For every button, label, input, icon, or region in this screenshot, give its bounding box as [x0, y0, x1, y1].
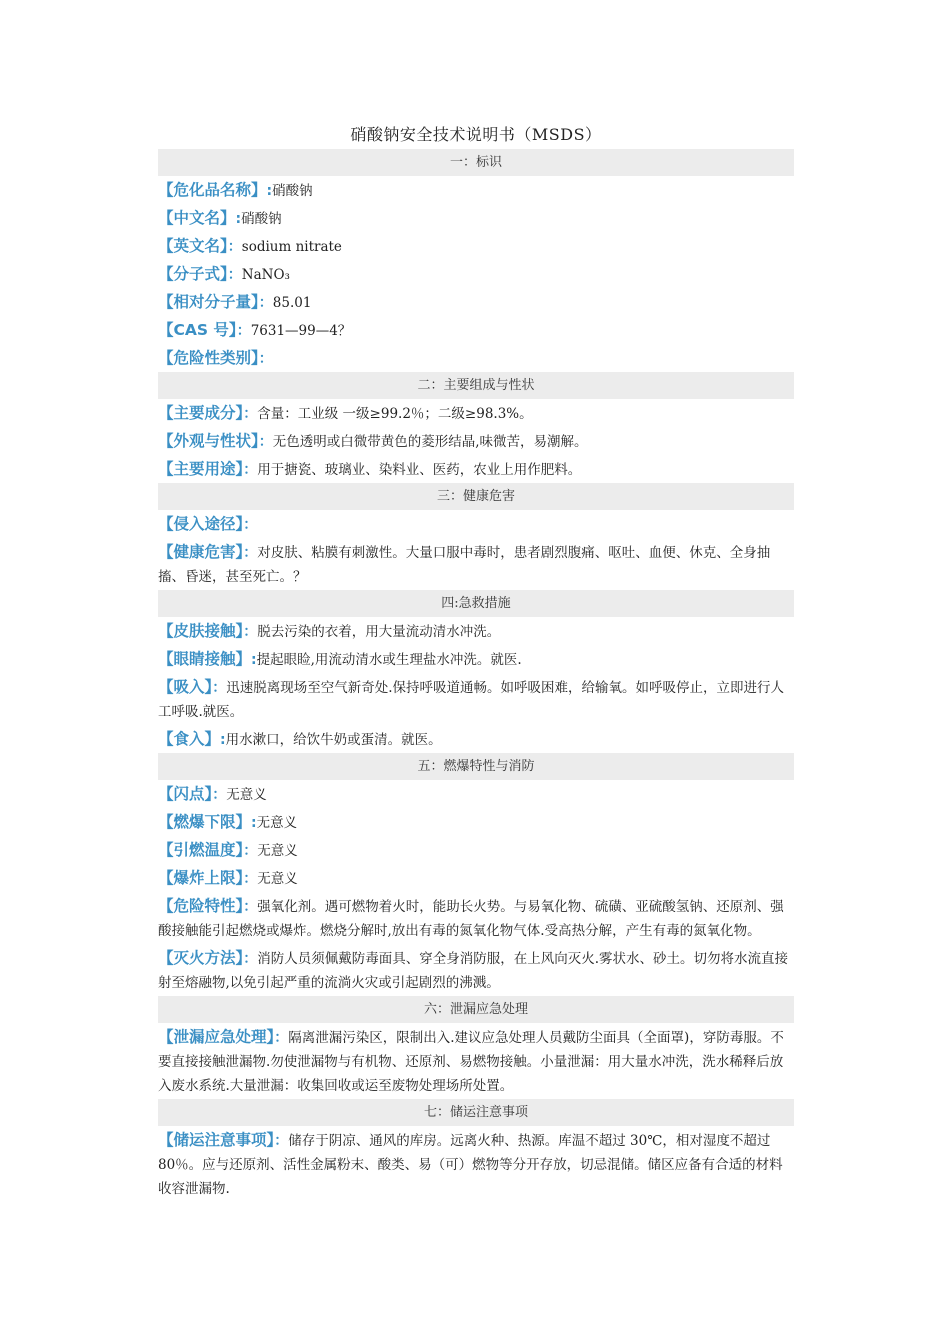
field-value: 储存于阴凉、通风的库房。远离火种、热源。库温不超过 30℃，相对湿度不超过 80％。应与还原剂、活性金属粉末、酸类、易（可）燃物等分开存放，切忌混储。储区应备有合适的材料收容泄漏物. — [158, 1133, 783, 1197]
field-separator: ： — [274, 1030, 289, 1046]
field-value: 无意义 — [256, 815, 298, 831]
field-row — [158, 455, 794, 483]
field-row — [158, 260, 794, 288]
field-separator: ： — [243, 624, 258, 640]
field-label: 【引燃温度】 — [158, 841, 244, 859]
section-header: 一：标识 — [158, 149, 794, 176]
field-separator: ： — [227, 267, 242, 283]
field-row — [158, 780, 794, 808]
section-header: 五：燃爆特性与消防 — [158, 753, 794, 780]
field-row — [158, 427, 794, 455]
field-separator: ： — [274, 1133, 289, 1149]
field-row — [158, 944, 794, 996]
field-value: 消防人员须佩戴防毒面具、穿全身消防服，在上风向灭火.雾状水、砂土。切勿将水流直接射至熔融物,以免引起严重的流淌火灾或引起剧烈的沸溅。 — [158, 951, 789, 991]
field-separator: : — [266, 183, 273, 199]
field-row — [158, 399, 794, 427]
field-separator: ： — [243, 843, 258, 859]
field-value: 无意义 — [226, 787, 267, 803]
field-row — [158, 344, 794, 372]
field-separator: ： — [243, 951, 258, 967]
field-row — [158, 204, 794, 232]
field-label: 【英文名】 — [158, 237, 228, 255]
field-label: 【储运注意事项】 — [158, 1131, 275, 1149]
field-row — [158, 836, 794, 864]
section-header: 七：储运注意事项 — [158, 1099, 794, 1126]
field-label: 【吸入】 — [158, 678, 213, 696]
field-label: 【泄漏应急处理】 — [158, 1028, 275, 1046]
field-separator: ： — [258, 351, 273, 367]
field-separator: ： — [258, 434, 273, 450]
field-value: 硝酸钠 — [272, 183, 313, 199]
field-separator: ： — [243, 899, 258, 915]
field-separator: : — [235, 211, 242, 227]
field-value: 无色透明或白微带黄色的菱形结晶,味微苦，易潮解。 — [272, 434, 588, 450]
field-row — [158, 617, 794, 645]
field-label: 【CAS 号】 — [158, 321, 237, 339]
field-value: 85.01 — [272, 295, 312, 311]
field-separator: ： — [243, 871, 258, 887]
field-label: 【外观与性状】 — [158, 432, 259, 450]
field-row — [158, 645, 794, 673]
field-label: 【食入】 — [158, 730, 221, 748]
field-label: 【眼睛接触】 — [158, 650, 252, 668]
field-value: NaNO₃ — [241, 267, 290, 283]
field-separator: : — [220, 732, 226, 748]
section-header: 二：主要组成与性状 — [158, 372, 794, 399]
document-title: 硝酸钠安全技术说明书（MSDS） — [350, 125, 602, 144]
field-row — [158, 892, 794, 944]
field-row — [158, 288, 794, 316]
field-row — [158, 808, 794, 836]
field-label: 【主要成分】 — [158, 404, 244, 422]
field-separator: ： — [243, 517, 258, 533]
field-label: 【分子式】 — [158, 265, 228, 283]
field-row — [158, 864, 794, 892]
field-separator: : — [251, 652, 257, 668]
field-label: 【灭火方法】 — [158, 949, 244, 967]
field-row — [158, 510, 794, 538]
field-label: 【相对分子量】 — [158, 293, 259, 311]
field-row — [158, 1126, 794, 1202]
field-separator: ： — [258, 295, 273, 311]
field-value: 7631—99—4？ — [250, 323, 352, 339]
msds-document — [158, 122, 794, 1202]
sections-container — [158, 149, 794, 1202]
field-value: 硝酸钠 — [241, 211, 282, 227]
field-label: 【健康危害】 — [158, 543, 244, 561]
field-label: 【燃爆下限】 — [158, 813, 252, 831]
field-separator: ： — [243, 406, 258, 422]
field-value: 迅速脱离现场至空气新奇处.保持呼吸道通畅。如呼吸困难，给输氧。如呼吸停止，立即进行人工呼吸.就医。 — [158, 680, 785, 720]
field-value: 含量：工业级 一级≥99.2％；二级≥98.3%。 — [257, 406, 533, 422]
field-separator: ： — [236, 323, 251, 339]
field-label: 【闪点】 — [158, 785, 213, 803]
field-label: 【中文名】 — [158, 209, 236, 227]
field-value: 脱去污染的衣着，用大量流动清水冲洗。 — [257, 624, 501, 640]
field-row — [158, 725, 794, 753]
field-value: 强氧化剂。遇可燃物着火时，能助长火势。与易氧化物、硫磺、亚硫酸氢钠、还原剂、强酸接触能引起燃烧或爆炸。燃烧分解时,放出有毒的氮氧化物气体.受高热分解，产生有毒的氮氧化物。 — [158, 899, 784, 939]
field-row — [158, 1023, 794, 1099]
field-row — [158, 538, 794, 590]
field-separator: ： — [212, 680, 227, 696]
field-label: 【危险特性】 — [158, 897, 244, 915]
field-label: 【爆炸上限】 — [158, 869, 244, 887]
field-value: sodium nitrate — [241, 239, 342, 255]
field-row — [158, 232, 794, 260]
field-value: 无意义 — [257, 843, 298, 859]
field-row — [158, 673, 794, 725]
field-label: 【皮肤接触】 — [158, 622, 244, 640]
field-label: 【危化品名称】 — [158, 181, 267, 199]
field-separator: : — [251, 815, 257, 831]
field-separator: ： — [227, 239, 242, 255]
field-label: 【侵入途径】 — [158, 515, 244, 533]
field-separator: ： — [243, 462, 258, 478]
field-value: 对皮肤、粘膜有刺激性。大量口服中毒时，患者剧烈腹痛、呕吐、血便、休克、全身抽搐、昏迷，甚至死亡。？ — [158, 545, 771, 585]
section-header: 三：健康危害 — [158, 483, 794, 510]
field-separator: ： — [243, 545, 258, 561]
field-value: 用于搪瓷、玻璃业、染料业、医药，农业上用作肥料。 — [257, 462, 582, 478]
field-value: 无意义 — [257, 871, 298, 887]
section-header: 六：泄漏应急处理 — [158, 996, 794, 1023]
field-row — [158, 176, 794, 204]
field-value: 用水漱口，给饮牛奶或蛋清。就医。 — [225, 732, 442, 748]
field-value: 提起眼睑,用流动清水或生理盐水冲洗。就医. — [256, 652, 522, 668]
field-separator: ： — [212, 787, 227, 803]
section-header: 四:急救措施 — [158, 590, 794, 617]
field-row — [158, 316, 794, 344]
field-value: 隔离泄漏污染区，限制出入.建议应急处理人员戴防尘面具（全面罩)，穿防毒服。不要直接接触泄漏物.勿使泄漏物与有机物、还原剂、易燃物接触。小量泄漏：用大量水冲洗，洗水稀释后放入废水系统.大量泄漏：收集回收或运至废物处理场所处置。 — [158, 1030, 784, 1094]
field-label: 【危险性类别】 — [158, 349, 259, 367]
field-label: 【主要用途】 — [158, 460, 244, 478]
